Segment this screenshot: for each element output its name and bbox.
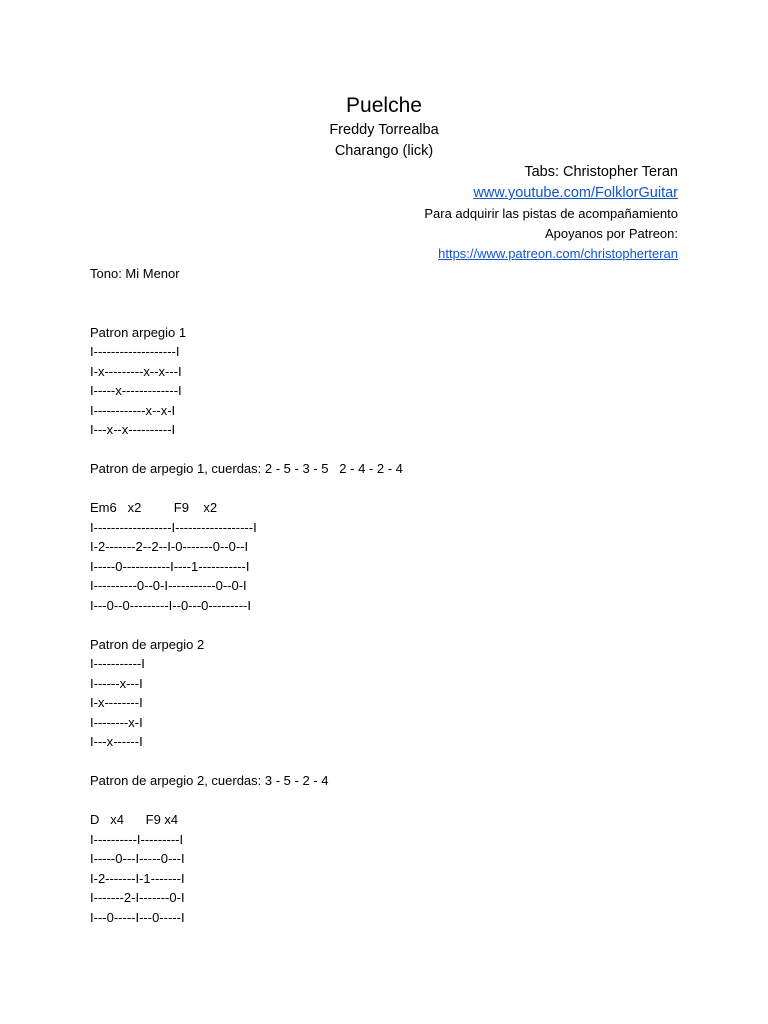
section-heading: Patron de arpegio 2 [90,636,205,652]
tab-line: I-2-------2--2--I-0-------0--0--I [90,539,249,554]
tab-line: I-------2-I-------0-I [90,890,185,905]
tab-line: I---0--0---------I--0---0---------I [90,597,251,613]
section-cuerdas-1 [90,459,678,479]
spacer [90,479,678,499]
patreon-note-1: Para adquirir las pistas de acompañamiento [424,206,678,221]
tab-line: I---x------I [90,734,143,749]
tab-line: I-------------------I [90,344,180,359]
tab-line: I-----0---I-----0---I [90,851,185,866]
instrument-name: Charango (lick) [334,143,434,159]
artist-name: Freddy Torrealba [329,122,439,138]
section-em6-f9 [90,498,678,615]
tab-line: I------x---I [90,675,143,691]
section-heading: D x4 F9 x4 [90,812,179,827]
section-heading: Patron de arpegio 2, cuerdas: 3 - 5 - 2 - 4 [90,773,329,788]
tab-line: I-x--------I [90,695,143,710]
tabs-credit: Tabs: Christopher Teran [524,164,678,180]
tab-line: I------------x--x-I [90,402,176,418]
section-cuerdas-2 [90,771,678,791]
spacer [90,791,678,811]
tab-line: I------------------I------------------I [90,519,257,535]
tab-line: I-x---------x--x---I [90,363,182,379]
tab-line: I---0-----I---0-----I [90,909,185,925]
section-heading: Patron arpegio 1 [90,324,187,340]
patreon-link[interactable]: https://www.patreon.com/christopherteran [438,246,678,261]
spacer [90,440,678,460]
spacer [90,752,678,772]
tab-line: I-----0-----------I----1-----------I [90,558,250,574]
song-title: Puelche [346,94,422,117]
section-heading: Patron de arpegio 1, cuerdas: 2 - 5 - 3 - 5 2 - 4 - 2 - 4 [90,461,403,476]
section-patron-arpegio-1 [90,323,678,440]
document-page [90,92,678,927]
youtube-link-line [90,183,678,204]
tab-line: I----------I---------I [90,831,184,847]
youtube-link[interactable]: www.youtube.com/FolklorGuitar [473,185,678,201]
spacer [90,615,678,635]
patreon-note-2: Apoyanos por Patreon: [545,226,678,241]
patreon-link-line [90,244,678,264]
tab-line: I--------x-I [90,714,143,730]
section-heading: Em6 x2 F9 x2 [90,500,218,515]
tab-line: I---x--x----------I [90,422,176,437]
spacer [90,284,678,323]
tono-line: Tono: Mi Menor [90,266,180,281]
tab-line: I----------0--0-I-----------0--0-I [90,578,247,593]
tab-line: I-----x-------------I [90,383,182,398]
section-d-f9 [90,810,678,927]
tab-line: I-2-------I-1-------I [90,870,185,886]
section-patron-arpegio-2 [90,635,678,752]
tab-line: I-----------I [90,656,145,671]
